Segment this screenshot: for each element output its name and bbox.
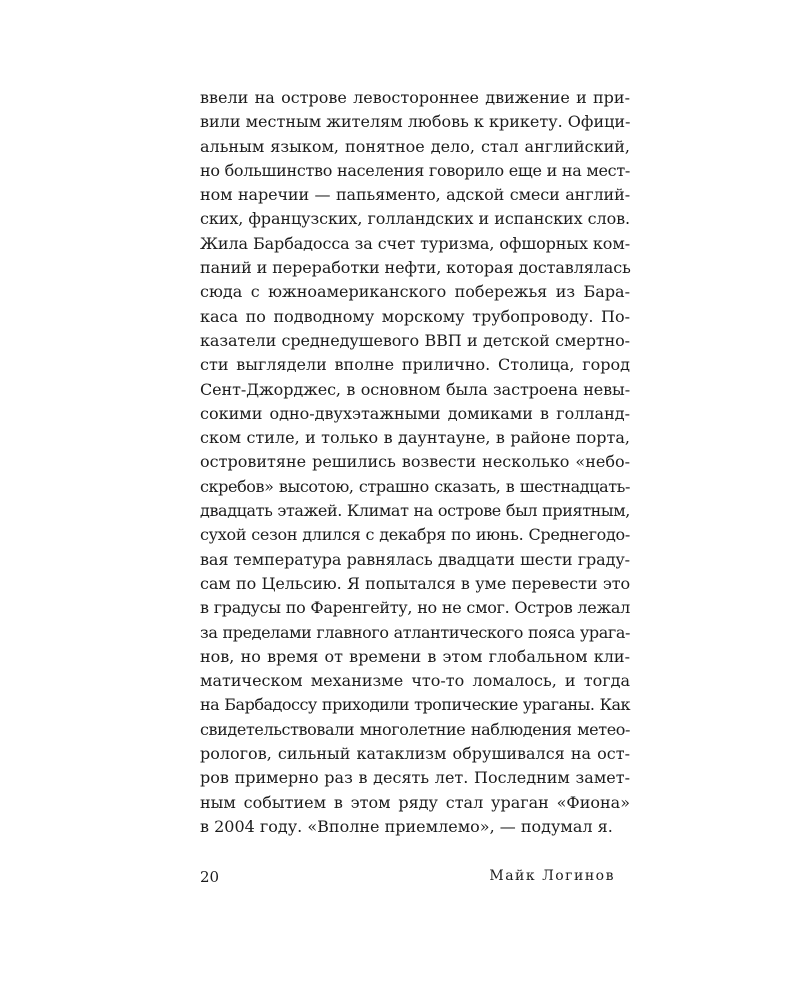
text-line: свидетельствовали многолетние наблюдения метео- bbox=[200, 719, 630, 739]
text-line: островитяне решились возвести несколько «небо- bbox=[200, 452, 630, 472]
text-line: матическом механизме что-то ломалось, и тогда bbox=[200, 671, 630, 691]
text-line: за пределами главного атлантического пояса урага- bbox=[200, 622, 630, 642]
text-line: скребов» высотою, страшно сказать, в шестнадцать- bbox=[200, 476, 630, 496]
text-line: вили местным жителям любовь к крикету. Офици- bbox=[200, 112, 631, 132]
text-line: Сент-Джорджес, в основном была застроена невы- bbox=[200, 379, 630, 399]
text-line: но большинство населения говорило еще и на мест- bbox=[200, 160, 630, 180]
text-line: сюда с южноамериканского побережья из Бара- bbox=[200, 282, 630, 302]
text-line: альным языком, понятное дело, стал английский, bbox=[200, 136, 630, 156]
text-line: сти выглядели вполне прилично. Столица, город bbox=[200, 355, 630, 375]
text-line: паний и переработки нефти, которая доставлялась bbox=[200, 258, 631, 278]
text-line: на Барбадоссу приходили тропические ураганы. Как bbox=[200, 695, 630, 715]
text-line: ров примерно раз в десять лет. Последним замет- bbox=[200, 768, 630, 788]
text-line: Жила Барбадосса за счет туризма, офшорных ком- bbox=[200, 233, 630, 253]
body-text bbox=[200, 86, 630, 839]
text-line: сухой сезон длился с декабря по июнь. Среднегодо- bbox=[200, 525, 630, 545]
text-line: вая температура равнялась двадцати шести граду- bbox=[200, 549, 630, 569]
text-line: сам по Цельсию. Я попытался в уме перевести это bbox=[200, 573, 630, 593]
text-line: нов, но время от времени в этом глобальном кли- bbox=[200, 646, 630, 666]
text-line: каса по подводному морскому трубопроводу. По- bbox=[200, 306, 630, 326]
text-line: ввели на острове левостороннее движение и при- bbox=[200, 88, 630, 107]
text-line: в 2004 году. «Вполне приемлемо», — подумал я. bbox=[200, 816, 613, 836]
page-number: 20 bbox=[200, 868, 220, 886]
text-line: в градусы по Фаренгейту, но не смог. Остров лежал bbox=[200, 598, 630, 618]
text-line: двадцать этажей. Климат на острове был приятным, bbox=[200, 501, 630, 521]
text-line: ском стиле, и только в даунтауне, в районе порта, bbox=[200, 428, 630, 448]
text-line: ным событием в этом ряду стал ураган «Фиона» bbox=[200, 792, 630, 812]
text-line: ном наречии — папьяменто, адской смеси англий- bbox=[200, 185, 630, 205]
text-line: ских, французских, голландских и испанских слов. bbox=[200, 209, 630, 229]
text-line: сокими одно-двухэтажными домиками в голланд- bbox=[200, 403, 630, 423]
text-line: казатели среднедушевого ВВП и детской смертно- bbox=[200, 330, 630, 350]
author-running-head: Майк Логинов bbox=[489, 868, 615, 884]
text-line: рологов, сильный катаклизм обрушивался на ост- bbox=[200, 744, 630, 764]
